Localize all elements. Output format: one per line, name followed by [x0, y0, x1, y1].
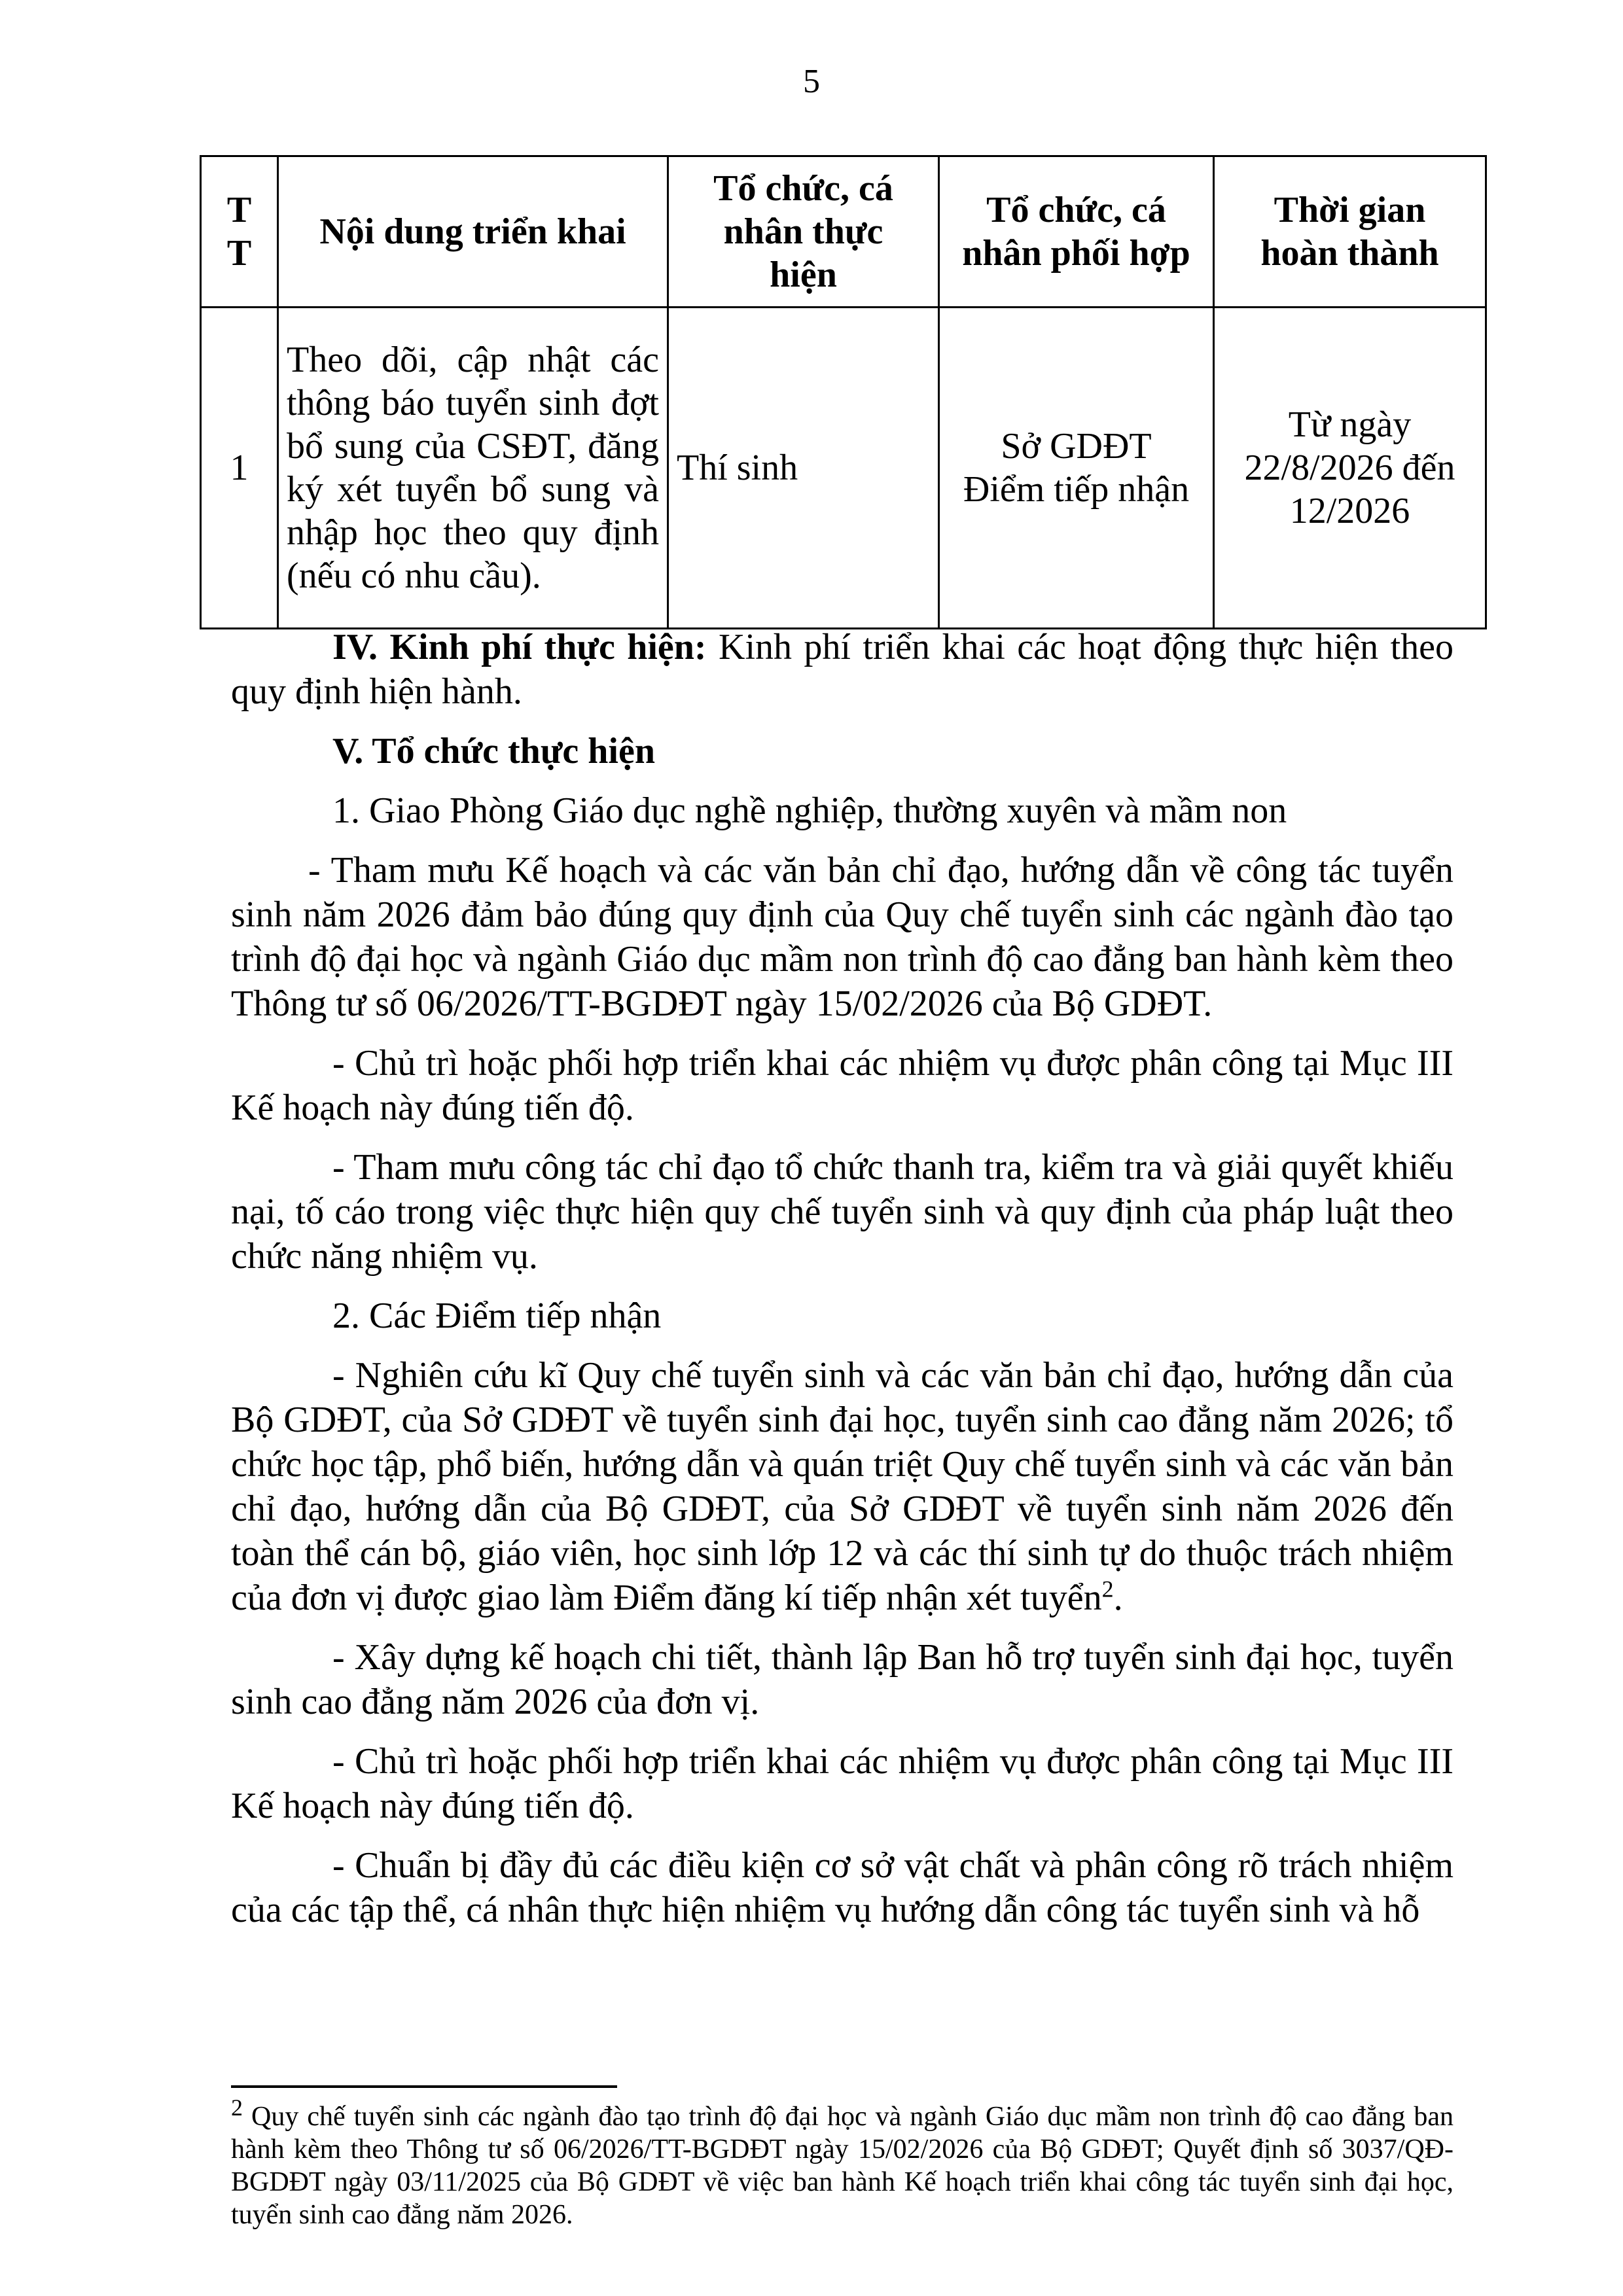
deadline-line: 12/2026 [1289, 491, 1410, 531]
paragraph: - Chuẩn bị đầy đủ các điều kiện cơ sở vật chất và phân công rõ trách nhiệm của các tập thể, cá nhân thực hiện nhiệm vụ hướng dẫn công tác tuyển sinh và hỗ [231, 1845, 1454, 1930]
table-header-row [201, 156, 1486, 308]
section-iv-text: Kinh phí triển khai các hoạt động thực hiện theo quy định hiện hành. [231, 627, 1454, 712]
deadline-line: 22/8/2026 đến [1244, 448, 1455, 488]
section-v-heading [231, 729, 1454, 773]
row-tt: 1 [201, 308, 278, 629]
body-text [231, 625, 1454, 1932]
row-deadline [1214, 308, 1486, 629]
deadline-line: Từ ngày [1288, 404, 1412, 445]
paragraph: - Tham mưu công tác chỉ đạo tổ chức thanh tra, kiểm tra và giải quyết khiếu nại, tố cáo trong việc thực hiện quy chế tuyển sinh và quy định của pháp luật theo chức năng nhiệm vụ. [231, 1147, 1454, 1277]
row-content: Theo dõi, cập nhật các thông báo tuyển sinh đợt bổ sung của CSĐT, đăng ký xét tuyển bổ sung và nhập học theo quy định (nếu có nhu cầu). [278, 308, 668, 629]
paragraph [231, 1353, 1454, 1620]
paragraph: - Chủ trì hoặc phối hợp triển khai các nhiệm vụ được phân công tại Mục III Kế hoạch này đúng tiến độ. [231, 1043, 1454, 1128]
header-executor: Tổ chức, cá nhân thực hiện [668, 156, 939, 308]
paragraph-text: - Nghiên cứu kĩ Quy chế tuyển sinh và các văn bản chỉ đạo, hướng dẫn của Bộ GDĐT, của Sở GDĐT về tuyển sinh đại học, tuyển sinh cao đẳng năm 2026; tổ chức học tập, phổ biến, hướng dẫn và quán triệt Quy chế tuyển sinh và các văn bản chỉ đạo, hướng dẫn của Bộ GDĐT, của Sở GDĐT về tuyển sinh năm 2026 đến toàn thể cán bộ, giáo viên, học sinh lớp 12 và các thí sinh tự do thuộc trách nhiệm của đơn vị được giao làm Điểm đăng kí tiếp nhận xét tuyển [231, 1355, 1454, 1618]
paragraph: - Xây dựng kế hoạch chi tiết, thành lập Ban hỗ trợ tuyển sinh đại học, tuyển sinh cao đẳng năm 2026 của đơn vị. [231, 1637, 1454, 1722]
section-iv-heading: IV. Kinh phí thực hiện: [332, 627, 707, 667]
row-executor: Thí sinh [668, 308, 939, 629]
implementation-table [200, 155, 1487, 629]
header-deadline: Thời gian hoàn thành [1214, 156, 1486, 308]
section-v-item-2: 2. Các Điểm tiếp nhận [332, 1296, 662, 1336]
footnote-reference[interactable]: 2 [1101, 1576, 1114, 1602]
table-row [201, 308, 1486, 629]
paragraph: - Tham mưu Kế hoạch và các văn bản chỉ đạo, hướng dẫn về công tác tuyển sinh năm 2026 đảm bảo đúng quy định của Quy chế tuyển sinh các ngành đào tạo trình độ đại học và ngành Giáo dục mầm non trình độ cao đẳng ban hành kèm theo Thông tư số 06/2026/TT-BGDĐT ngày 15/02/2026 của Bộ GDĐT. [231, 850, 1454, 1024]
footnote-text: Quy chế tuyển sinh các ngành đào tạo trình độ đại học và ngành Giáo dục mầm non trình độ cao đẳng ban hành kèm theo Thông tư số 06/2026/TT-BGDĐT ngày 15/02/2026 của Bộ GDĐT; Quyết định số 3037/QĐ-BGDĐT ngày 03/11/2025 của Bộ GDĐT về việc ban hành Kế hoạch triển khai công tác tuyển sinh đại học, tuyển sinh cao đẳng năm 2026. [231, 2102, 1454, 2230]
footnote-marker: 2 [231, 2094, 243, 2121]
header-coordinator: Tổ chức, cá nhân phối hợp [939, 156, 1214, 308]
row-coordinator [939, 308, 1214, 629]
section-v-item-1: 1. Giao Phòng Giáo dục nghề nghiệp, thường xuyên và mầm non [332, 790, 1287, 831]
coordinator-line: Điểm tiếp nhận [963, 469, 1190, 510]
section-iv [231, 625, 1454, 714]
footnote [231, 2094, 1454, 2231]
coordinator-line: Sở GDĐT [1001, 426, 1152, 467]
page-number: 5 [803, 63, 820, 100]
header-tt: TT [201, 156, 278, 308]
footnote-separator [231, 2085, 617, 2088]
header-content: Nội dung triển khai [278, 156, 668, 308]
paragraph-end: . [1113, 1578, 1123, 1618]
section-v-title: V. Tổ chức thực hiện [332, 731, 655, 771]
paragraph: - Chủ trì hoặc phối hợp triển khai các nhiệm vụ được phân công tại Mục III Kế hoạch này đúng tiến độ. [231, 1741, 1454, 1826]
